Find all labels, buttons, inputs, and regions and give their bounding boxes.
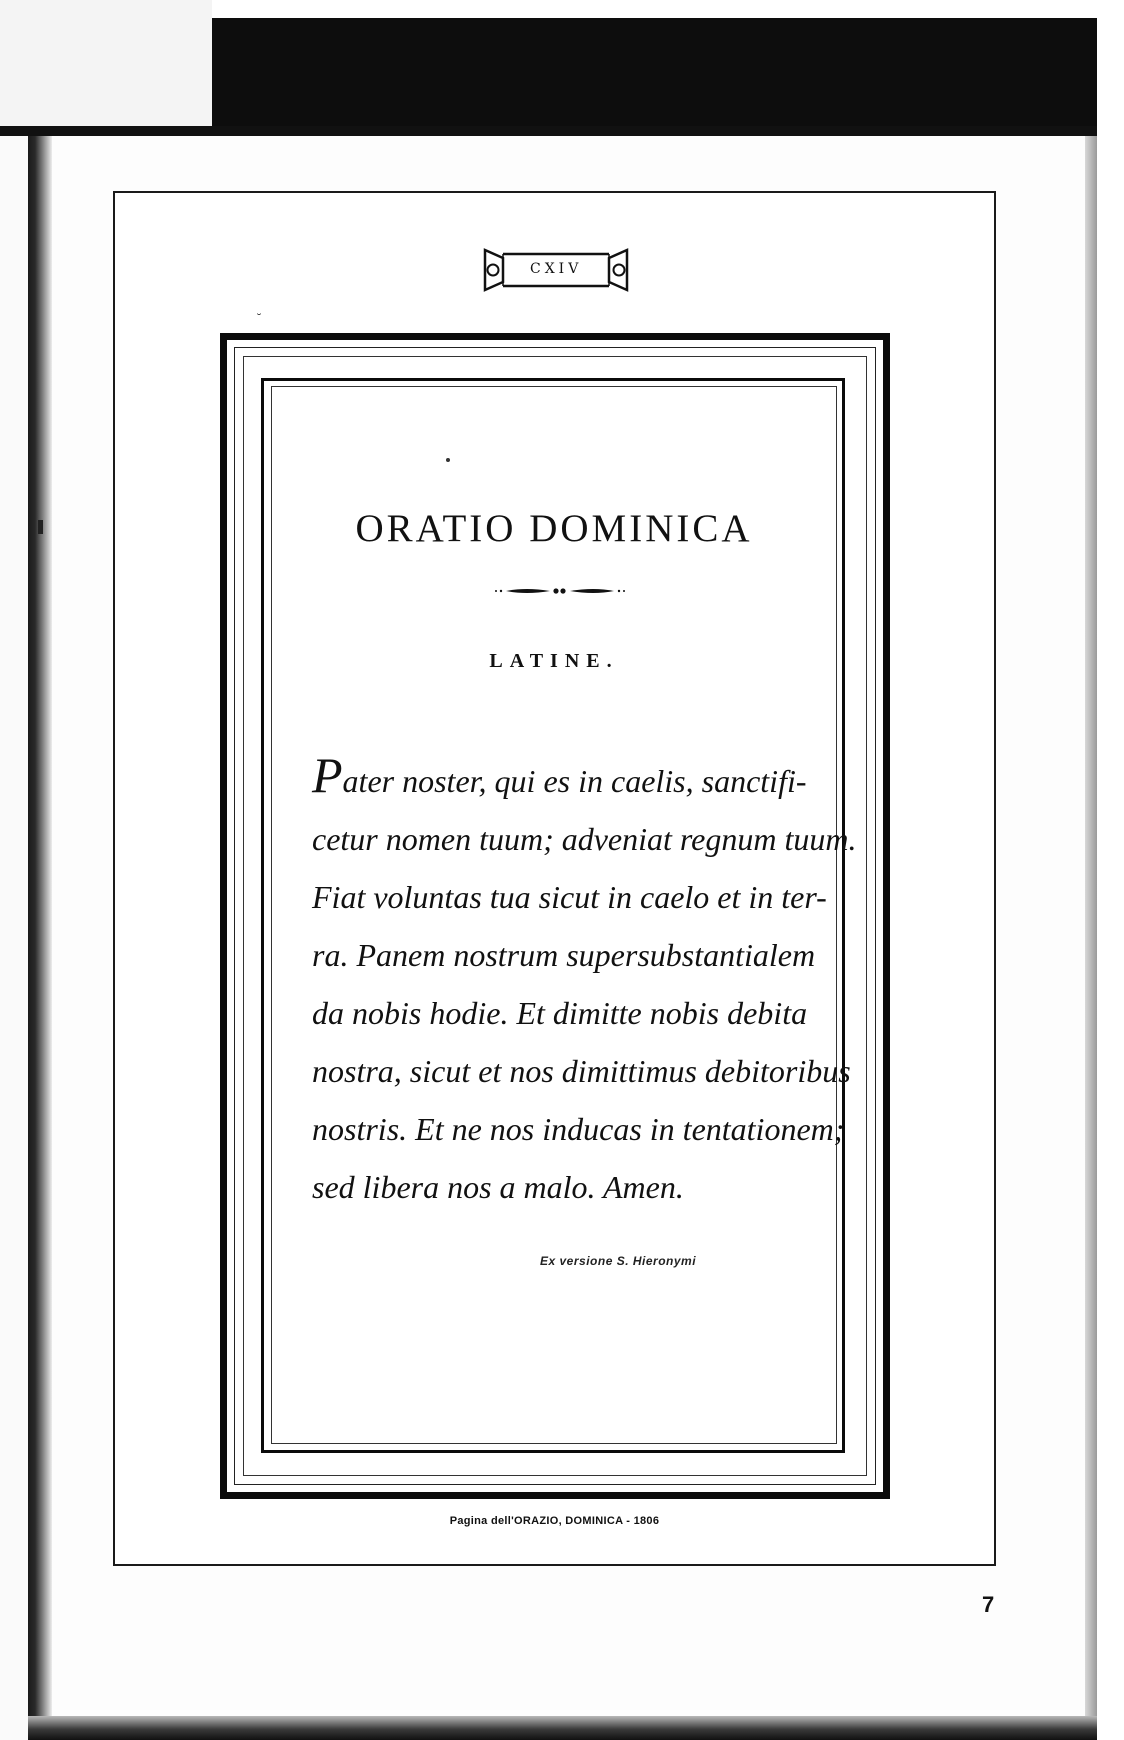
scan-bottom-shadow [28, 1716, 1097, 1740]
prayer-line: da nobis hodie. Et dimitte nobis debita [312, 995, 808, 1031]
prayer-line: ra. Panem nostrum supersubstantialem [312, 937, 816, 973]
language-label: LATINE. [489, 650, 619, 672]
prayer-line: cetur nomen tuum; adveniat regnum tuum. [312, 821, 857, 857]
page-title: ORATIO DOMINICA [355, 507, 753, 550]
dot-mark [446, 458, 450, 462]
scan-left-margin [0, 136, 28, 1740]
prayer-line: Pater noster, qui es in caelis, sanctifi- [312, 747, 807, 803]
drop-cap: P [312, 747, 343, 803]
prayer-line: nostris. Et ne nos inducas in tentationem; [312, 1111, 845, 1147]
page-number: 7 [982, 1592, 995, 1617]
scan-right-margin [1097, 0, 1124, 1740]
scan-left-shadow [28, 136, 52, 1740]
prayer-line: sed libera nos a malo. Amen. [312, 1169, 684, 1205]
prayer-text [312, 747, 857, 1216]
scan-top-rule [0, 126, 1097, 136]
page-marker-label: CXIV [530, 261, 583, 277]
ornamental-divider [490, 584, 630, 598]
scan-top-dark-band [212, 18, 1097, 136]
stray-mark: ˘ [256, 312, 262, 326]
prayer-line: Fiat voluntas tua sicut in caelo et in ter- [312, 879, 827, 915]
prayer-line: nostra, sicut et nos dimittimus debitoribus [312, 1053, 851, 1089]
source-note: Ex versione S. Hieronymi [540, 1254, 697, 1268]
plate-caption: Pagina dell'ORAZIO, DOMINICA - 1806 [449, 1515, 660, 1527]
margin-mark [38, 520, 43, 534]
scan-top-left-margin [0, 0, 212, 128]
scan-right-shadow [1085, 136, 1097, 1740]
